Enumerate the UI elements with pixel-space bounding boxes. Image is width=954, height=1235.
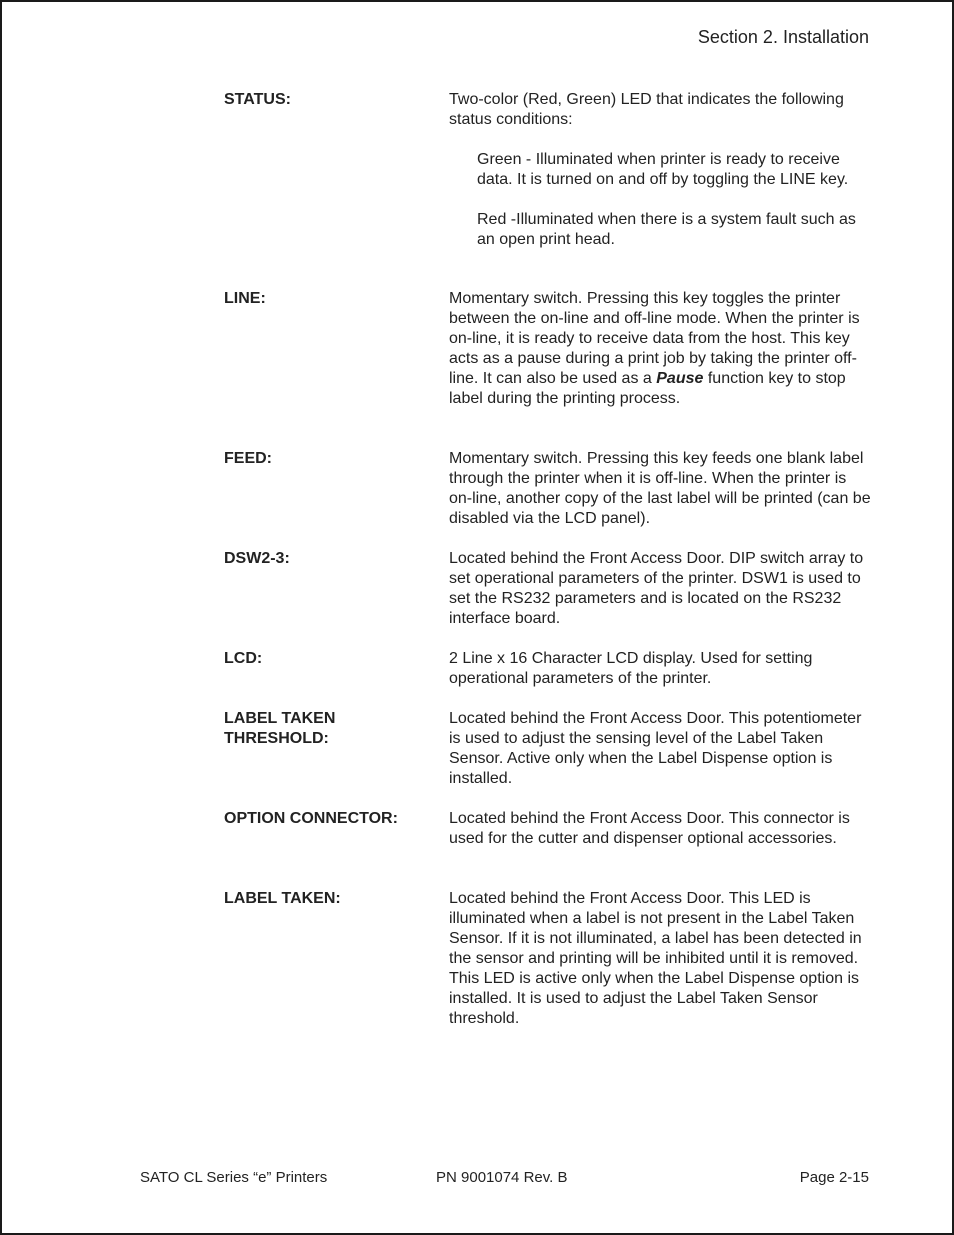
term-dsw: DSW2-3: (224, 550, 290, 567)
desc-line-pause: Pause (656, 370, 704, 387)
desc-label-taken: Located behind the Front Access Door. This LED is illuminated when a label is not present in the Label Taken Sensor. If it is not illuminated, a label has been detected in the sensor and printing will be inhibited until it is removed. This LED is active only when the Label Dispense option is installed. It is used to adjust the Label Taken Sensor threshold. (449, 890, 862, 1027)
desc-status-green: Green - Illuminated when printer is ready to receive data. It is turned on and off by toggling the LINE key. (477, 151, 849, 188)
section-header: Section 2. Installation (697, 27, 869, 47)
desc-dsw: Located behind the Front Access Door. DIP switch array to set operational parameters of the printer. DSW1 is used to set the RS232 parameters and is located on the RS232 interface board. (449, 550, 864, 627)
footer-part-number: PN 9001074 Rev. B (436, 1169, 568, 1186)
term-threshold-line1: LABEL TAKEN (224, 710, 336, 727)
term-label-taken-threshold (224, 709, 444, 749)
desc-lcd: 2 Line x 16 Character LCD display. Used for setting operational parameters of the printer. (449, 650, 813, 687)
desc-feed: Momentary switch. Pressing this key feeds one blank label through the printer when it is off-line. When the printer is on-line, another copy of the last label will be printed (can be disabled via the LCD panel). (449, 450, 871, 527)
desc-line-part1: Momentary switch. Pressing this key toggles the printer between the on-line and off-line mode. When the printer is on-line, it is ready to receive data from the host. This key acts as a pause during a print job by taking the printer off-line. It can also be used as a (449, 290, 860, 387)
desc-line (449, 289, 873, 409)
term-lcd: LCD: (224, 650, 263, 667)
desc-status (449, 90, 873, 250)
desc-option-connector: Located behind the Front Access Door. This connector is used for the cutter and dispenser optional accessories. (449, 810, 850, 847)
term-label-taken: LABEL TAKEN: (224, 890, 341, 907)
term-line: LINE: (224, 290, 266, 307)
desc-status-text: Two-color (Red, Green) LED that indicates the following status conditions: (449, 91, 844, 128)
desc-status-red: Red -Illuminated when there is a system fault such as an open print head. (477, 211, 856, 248)
term-status: STATUS: (224, 91, 291, 108)
term-threshold-line2: THRESHOLD: (224, 730, 329, 747)
desc-label-taken-threshold: Located behind the Front Access Door. This potentiometer is used to adjust the sensing level of the Label Taken Sensor. Active only when the Label Dispense option is installed. (449, 710, 862, 787)
footer-page-number: Page 2-15 (799, 1169, 869, 1186)
desc-line-part2: function key to stop label during the printing process. (449, 370, 846, 407)
term-feed: FEED: (224, 450, 272, 467)
term-option-connector: OPTION CONNECTOR: (224, 810, 398, 827)
footer-product: SATO CL Series “e” Printers (140, 1169, 328, 1186)
